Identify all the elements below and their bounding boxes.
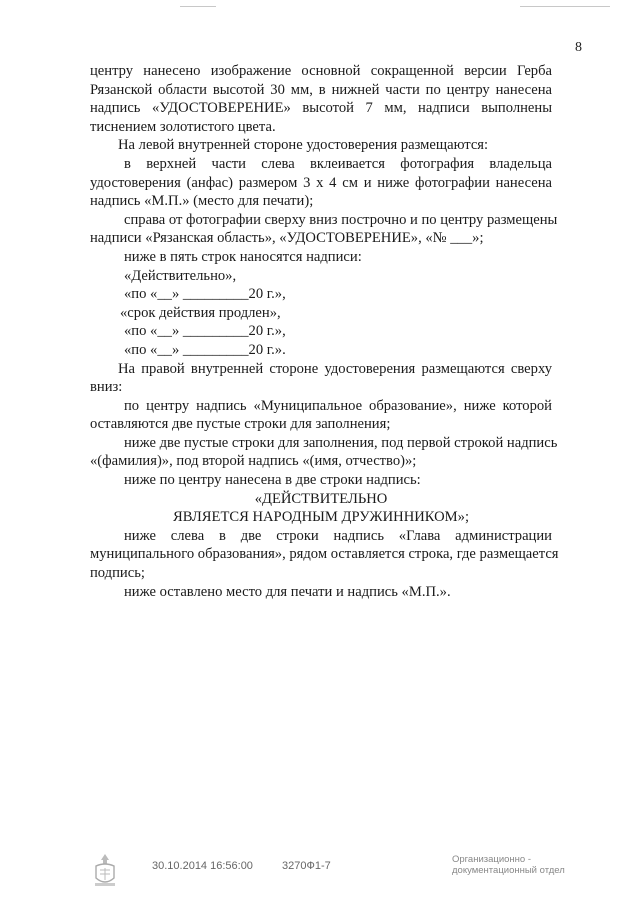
text-line: «срок действия продлен», <box>120 304 281 321</box>
text-line: ниже оставлено место для печати и надпись «М.П.». <box>124 583 451 600</box>
text-line: подпись; <box>90 565 145 582</box>
text-line: надпись «УДОСТОВЕРЕНИЕ» высотой 7 мм, надписи выполнены <box>90 100 552 117</box>
page-footer <box>0 848 640 898</box>
text-line: по центру надпись «Муниципальное образование», ниже которой <box>124 397 552 414</box>
text-line: Рязанской области высотой 30 мм, в нижней части по центру нанесена <box>90 81 552 98</box>
text-line: ниже в пять строк наносятся надписи: <box>124 248 362 265</box>
text-line: «по «__» _________20 г.». <box>124 341 286 358</box>
coat-of-arms-stamp-icon <box>92 852 118 888</box>
footer-datetime: 30.10.2014 16:56:00 <box>152 860 253 872</box>
text-line: вниз: <box>90 379 123 396</box>
page-number: 8 <box>575 40 582 55</box>
text-line: «по «__» _________20 г.», <box>124 323 286 340</box>
text-line: «Действительно», <box>124 267 237 284</box>
footer-org-line: Организационно - <box>452 854 532 865</box>
text-line: оставляются две пустые строки для заполнения; <box>90 416 391 433</box>
text-line: справа от фотографии сверху вниз построчно и по центру размещены <box>124 211 558 228</box>
scan-artifact <box>520 6 610 7</box>
scan-artifact <box>180 6 216 7</box>
text-line: «по «__» _________20 г.», <box>124 286 286 303</box>
text-line: На левой внутренней стороне удостоверения размещаются: <box>118 137 489 154</box>
text-line: удостоверения (анфас) размером 3 х 4 см и ниже фотографии нанесена <box>90 174 552 191</box>
text-line: надпись «М.П.» (место для печати); <box>90 193 314 210</box>
text-line: «(фамилия)», под второй надпись «(имя, отчество)»; <box>90 453 417 470</box>
text-line: тиснением золотистого цвета. <box>90 118 276 135</box>
text-line: ЯВЛЯЕТСЯ НАРОДНЫМ ДРУЖИННИКОМ»; <box>172 509 470 526</box>
text-line: ниже по центру нанесена в две строки надпись: <box>124 472 421 489</box>
text-line: ниже слева в две строки надпись «Глава администрации <box>124 527 552 544</box>
footer-document-id: 3270Ф1-7 <box>282 860 331 872</box>
text-line: муниципального образования», рядом оставляется строка, где размещается <box>90 546 559 563</box>
text-line: ниже две пустые строки для заполнения, под первой строкой надпись <box>124 434 558 451</box>
footer-organization <box>452 854 565 876</box>
text-line: На правой внутренней стороне удостоверения размещаются сверху <box>118 360 552 377</box>
document-body <box>90 62 559 601</box>
text-line: надписи «Рязанская область», «УДОСТОВЕРЕНИЕ», «№ ___»; <box>90 230 484 247</box>
text-line: центру нанесено изображение основной сокращенной версии Герба <box>90 63 552 79</box>
text-line: «ДЕЙСТВИТЕЛЬНО <box>254 490 388 507</box>
footer-org-line: документационный отдел <box>452 865 565 876</box>
text-line: в верхней части слева вклеивается фотография владельца <box>124 155 552 172</box>
